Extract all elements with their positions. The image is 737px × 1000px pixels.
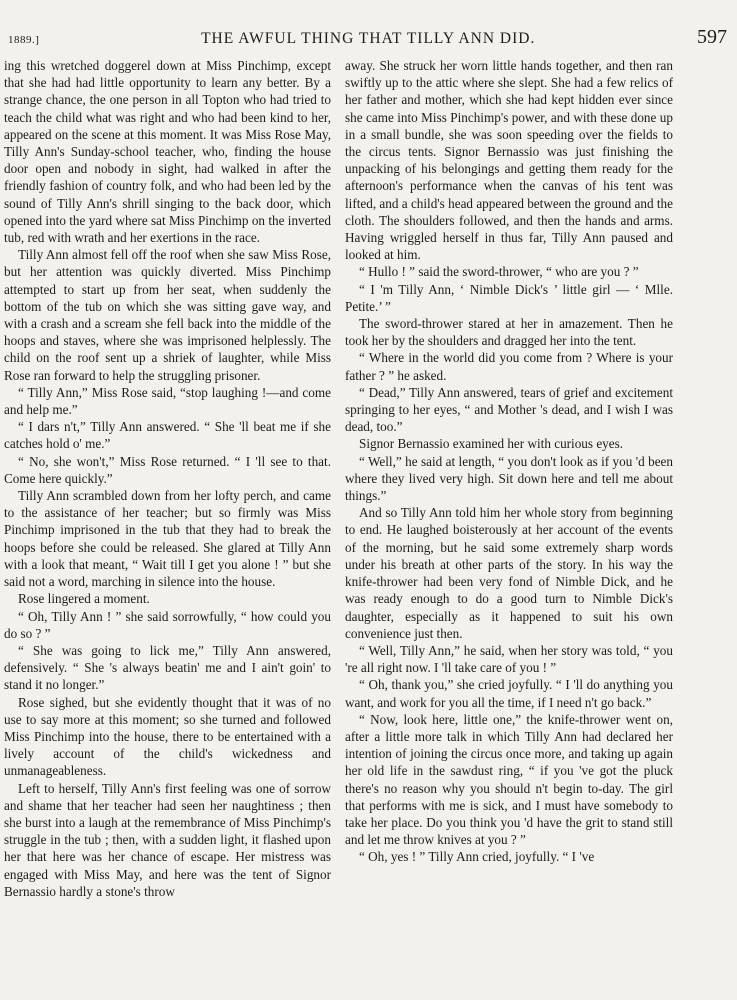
- paragraph: “ Tilly Ann,” Miss Rose said, “stop laughing !—and come and help me.”: [4, 384, 331, 418]
- right-column: [345, 57, 673, 866]
- paragraph: “ Oh, Tilly Ann ! ” she said sorrowfully, “ how could you do so ? ”: [4, 608, 331, 641]
- paragraph: And so Tilly Ann told him her whole story from beginning to end. He laughed boisterously at her account of the events of the morning, but he said some extremely sharp words under his breath at other parts of the story. In his way the knife-thrower had been very fond of Nimble Dick, and he was ready enough to do a good turn to Nimble Dick's daughter, especially as it happened to suit his own convenience just then.: [345, 505, 673, 641]
- paragraph: “ Well, Tilly Ann,” he said, when her story was told, “ you 're all right now. I 'll take care of you ! ”: [345, 642, 673, 676]
- page-number: 597: [697, 26, 727, 48]
- issue-year: 1889.]: [8, 34, 40, 46]
- paragraph: “ Oh, yes ! ” Tilly Ann cried, joyfully. “ I 've: [359, 849, 595, 865]
- paragraph: Tilly Ann almost fell off the roof when she saw Miss Rose, but her attention was quickly diverted. Miss Pinchimp attempted to start up from her seat, when suddenly the bottom of the tub on which she was sitting gave way, and with a crash and a scream she fell back into the middle of the hoops and staves, where she was imprisoned helplessly. The child on the roof sent up a shriek of laughter, while Miss Rose ran forward to help the struggling prisoner.: [4, 247, 331, 383]
- paragraph: “ Hullo ! ” said the sword-thrower, “ who are you ? ”: [359, 264, 639, 280]
- paragraph: “ She was going to lick me,” Tilly Ann answered, defensively. “ She 's always beatin' me and I ain't goin' to stand it no longer.”: [4, 642, 331, 693]
- paragraph: away. She struck her worn little hands together, and then ran swiftly up to the attic where she slept. She had a few relics of her father and mother, which she had kept hidden ever since she came into Miss Pinchimp's power, and with these done up in a small bundle, she was soon speeding over the fields to the circus tents. Signor Bernassio was just finishing the unpacking of his belongings and getting them ready for the afternoon's performance when the canvas of his tent was lifted, and a child's head appeared between the ground and the cloth. The shoulders followed, and then the hands and arms. Having wriggled herself in thus far, Tilly Ann paused and looked at him.: [345, 58, 673, 263]
- paragraph: Signor Bernassio examined her with curious eyes.: [359, 436, 624, 452]
- paragraph: Left to herself, Tilly Ann's first feeling was one of sorrow and shame that her teacher had seen her naughtiness ; then she burst into a laugh at the remembrance of Miss Pinchimp's struggle in the tub ; then, with a sudden light, it flashed upon her that here was her chance of escape. Her mistress was engaged with Miss May, and here was the tent of Signor Bernassio hardly a stone's throw: [4, 780, 331, 899]
- paragraph: “ Where in the world did you come from ? Where is your father ? ” he asked.: [345, 350, 673, 383]
- paragraph: “ Well,” he said at length, “ you don't look as if you 'd been where they lived very high. Sit down here and tell me about things.”: [345, 453, 673, 504]
- paragraph: “ I 'm Tilly Ann, ‘ Nimble Dick's ’ little girl — ‘ Mlle. Petite.’ ”: [345, 281, 673, 314]
- paragraph: “ Oh, thank you,” she cried joyfully. “ I 'll do anything you want, and work for you all the time, if I need n't go back.”: [345, 677, 673, 710]
- left-column: [4, 57, 331, 900]
- paragraph: “ No, she won't,” Miss Rose returned. “ I 'll see to that. Come here quickly.”: [4, 453, 331, 486]
- article-title: THE AWFUL THING THAT TILLY ANN DID.: [201, 30, 536, 47]
- paragraph: “ Dead,” Tilly Ann answered, tears of grief and excitement springing to her eyes, “ and Mother 's dead, and I wish I was dead, too.”: [345, 384, 673, 435]
- paragraph: Rose lingered a moment.: [18, 591, 150, 607]
- paragraph: “ I dars n't,” Tilly Ann answered. “ She 'll beat me if she catches hold o' me.”: [4, 419, 331, 452]
- paragraph: The sword-thrower stared at her in amazement. Then he took her by the shoulders and dragged her into the tent.: [345, 316, 673, 349]
- paragraph: Rose sighed, but she evidently thought that it was of no use to say more at this moment; so she turned and followed Miss Pinchimp into the house, there to be entertained with a lively account of the child's wickedness and unmanageableness.: [4, 694, 331, 779]
- paragraph: ing this wretched doggerel down at Miss Pinchimp, except that she had had little opportunity to learn any better. By a strange chance, the one person in all Topton who had tried to teach the child what was right and who had been kind to her, appeared on the scene at this moment. It was Miss Rose May, Tilly Ann's Sunday-school teacher, who, finding the house door open and nobody in sight, had walked in after the friendly fashion of country folk, and who had been led by the sound of Tilly Ann's shrill singing to the back door, which opened into the yard where sat Miss Pinchimp on the inverted tub, red with wrath and her exertions in the race.: [4, 58, 331, 246]
- paragraph: “ Now, look here, little one,” the knife-thrower went on, after a little more talk in which Tilly Ann had declared her intention of joining the circus once more, and taking up again her old life in the sawdust ring, “ if you 've got the pluck there's no reason why you should n't begin to-day. The girl that performs with me is sick, and I must have somebody to take her place. Do you think you 'd have the grit to stand still and let me throw knives at you ? ”: [345, 711, 673, 848]
- running-head: [8, 26, 727, 52]
- paragraph: Tilly Ann scrambled down from her lofty perch, and came to the assistance of her teacher; but so firmly was Miss Pinchimp imprisoned in the tub that they had to break the hoops before she could be released. She glared at Tilly Ann with a look that meant, “ Wait till I get you alone ! ” but she said not a word, marching in silence into the house.: [4, 488, 331, 590]
